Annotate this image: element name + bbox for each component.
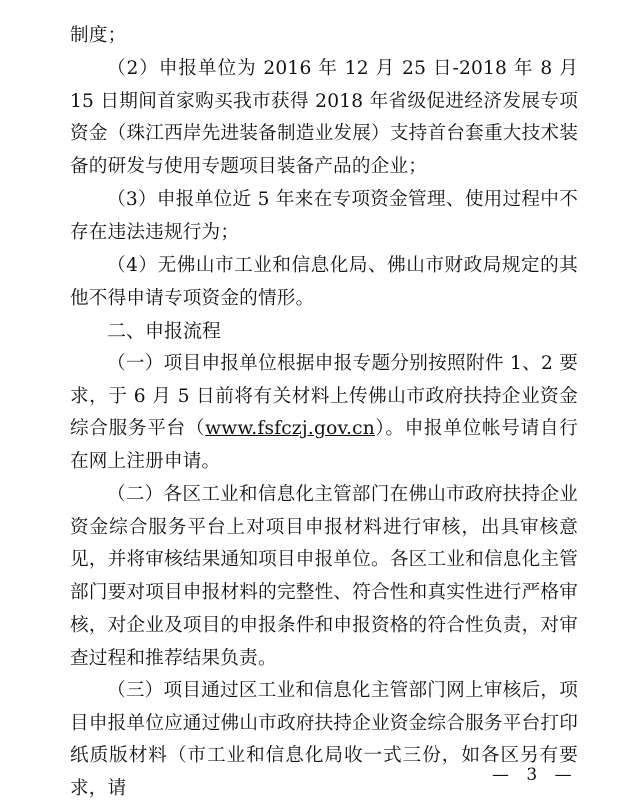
section-heading: 二、申报流程 (107, 320, 222, 342)
step-1-text-before: （一）项目申报单位根据申报专题分别按照附件 1、2 要求，于 6 月 5 日前将有关材料上传佛山市政府扶持企业资金综合服务平台（ (70, 353, 578, 440)
step-1-text-after: ）。申报单位帐号请自行在网上注册申请。 (70, 418, 578, 473)
paragraph-step-2: （二）各区工业和信息化主管部门在佛山市政府扶持企业资金综合服务平台上对项目申报材料进行审核，出具审核意见，并将审核结果通知项目申报单位。各区工业和信息化主管部门要对项目申报材料的完整性、符合性和真实性进行严格审核，对企业及项目的申报条件和申报资格的符合性负责，对审查过程和推荐结果负责。 (70, 484, 578, 669)
paragraph-continuation: 制度； (70, 25, 127, 46)
page-number: — 3 — (492, 765, 578, 785)
paragraph-step-1 (70, 348, 578, 479)
paragraph-condition-4: （4）无佛山市工业和信息化局、佛山市财政局规定的其他不得申请专项资金的情形。 (70, 255, 578, 309)
paragraph-condition-2: （2）申报单位为 2016 年 12 月 25 日-2018 年 8 月 15 日期间首家购买我市获得 2018 年省级促进经济发展专项资金（珠江西岸先进装备制造业发展）支持首台套重大技术装备的研发与使用专题项目装备产品的企业； (70, 58, 578, 178)
paragraph-condition-3: （3）申报单位近 5 年来在专项资金管理、使用过程中不存在违法违规行为； (70, 189, 578, 243)
platform-url-link[interactable]: www.fsfczj.gov.cn (205, 418, 375, 440)
paragraph-step-3: （三）项目通过区工业和信息化主管部门网上审核后，项目申报单位应通过佛山市政府扶持企业资金综合服务平台打印纸质版材料（市工业和信息化局收一式三份，如各区另有要求，请 (70, 680, 578, 800)
